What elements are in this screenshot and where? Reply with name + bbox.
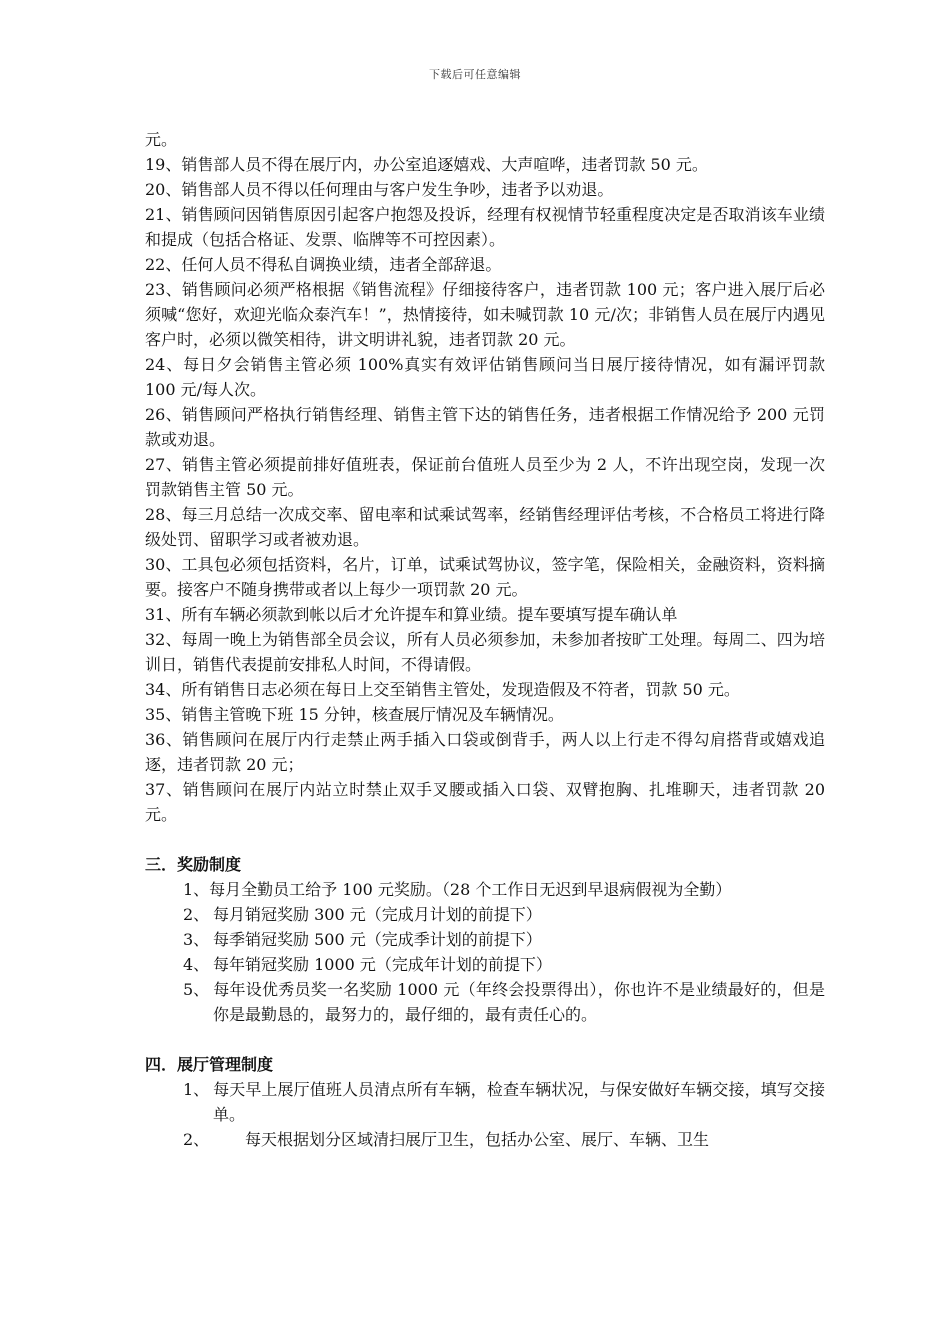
reward-item-text: 每月销冠奖励 300 元（完成月计划的前提下） [213,905,542,924]
reward-item-number: 3、 [183,930,210,949]
rule-paragraph: 24、每日夕会销售主管必须 100%真实有效评估销售顾问当日展厅接待情况，如有漏评罚款 100 元/每人次。 [145,355,825,399]
rule-paragraph: 23、销售顾问必须严格根据《销售流程》仔细接待客户，违者罚款 100 元；客户进入展厅后必须喊“您好，欢迎光临众泰汽车！”，热情接待，如未喊罚款 10 元/次；非销售人员在展厅内遇见客户时，必须以微笑相待，讲文明讲礼貌，违者罚款 20 元。 [145,280,825,349]
rule-paragraph: 31、所有车辆必须款到帐以后才允许提车和算业绩。提车要填写提车确认单 [145,605,678,624]
page-header: 下载后可任意编辑 [429,68,521,81]
rule-paragraph: 32、每周一晚上为销售部全员会议，所有人员必须参加，未参加者按旷工处理。每周二、四为培训日，销售代表提前安排私人时间，不得请假。 [145,630,825,674]
section-title-showroom: 四．展厅管理制度 [145,1055,274,1074]
reward-item-text: 每年设优秀员奖一名奖励 1000 元（年终会投票得出），你也许不是业绩最好的，但是你是最勤恳的，最努力的，最仔细的，最有责任心的。 [213,980,825,1024]
rule-paragraph: 36、销售顾问在展厅内行走禁止两手插入口袋或倒背手，两人以上行走不得勾肩搭背或嬉戏追逐，违者罚款 20 元； [145,730,825,774]
rule-paragraph: 27、销售主管必须提前排好值班表，保证前台值班人员至少为 2 人，不许出现空岗，发现一次罚款销售主管 50 元。 [145,455,825,499]
showroom-rule-text: 每天早上展厅值班人员清点所有车辆，检查车辆状况，与保安做好车辆交接，填写交接单。 [213,1080,825,1124]
rule-paragraph: 35、销售主管晚下班 15 分钟，核查展厅情况及车辆情况。 [145,705,564,724]
reward-item [145,952,825,977]
section-spacer [145,827,825,852]
rule-paragraph: 28、每三月总结一次成交率、留电率和试乘试驾率，经销售经理评估考核，不合格员工将进行降级处罚、留职学习或者被劝退。 [145,505,825,549]
reward-item-number: 2、 [183,905,210,924]
rule-paragraph: 19、销售部人员不得在展厅内，办公室追逐嬉戏、大声喧哗，违者罚款 50 元。 [145,155,708,174]
document-body [145,127,825,1152]
showroom-rule-number: 1、 [183,1080,210,1099]
section-spacer [145,1027,825,1052]
reward-item-text: 每年销冠奖励 1000 元（完成年计划的前提下） [213,955,552,974]
showroom-rule-item [145,1127,825,1152]
showroom-rule-number: 2、 [183,1130,210,1149]
reward-item [145,927,825,952]
reward-item [145,902,825,927]
reward-item: 1、每月全勤员工给予 100 元奖励。（28 个工作日无迟到早退病假视为全勤） [183,880,732,899]
showroom-rule-item [145,1077,825,1127]
rule-paragraph: 元。 [145,130,178,149]
showroom-rule-text: 每天根据划分区域清扫展厅卫生，包括办公室、展厅、车辆、卫生 [245,1130,710,1149]
rule-paragraph: 26、销售顾问严格执行销售经理、销售主管下达的销售任务，违者根据工作情况给予 200 元罚款或劝退。 [145,405,825,449]
reward-item-number: 5、 [183,980,210,999]
rule-paragraph: 37、销售顾问在展厅内站立时禁止双手叉腰或插入口袋、双臂抱胸、扎堆聊天，违者罚款 20 元。 [145,780,825,824]
rule-paragraph: 34、所有销售日志必须在每日上交至销售主管处，发现造假及不符者，罚款 50 元。 [145,680,740,699]
reward-item-text: 每季销冠奖励 500 元（完成季计划的前提下） [213,930,542,949]
reward-item [145,977,825,1027]
rule-paragraph: 20、销售部人员不得以任何理由与客户发生争吵，违者予以劝退。 [145,180,614,199]
rule-paragraph: 22、任何人员不得私自调换业绩，违者全部辞退。 [145,255,502,274]
rule-paragraph: 21、销售顾问因销售原因引起客户抱怨及投诉，经理有权视情节轻重程度决定是否取消该车业绩和提成（包括合格证、发票、临牌等不可控因素）。 [145,205,825,249]
rule-paragraph: 30、工具包必须包括资料，名片，订单，试乘试驾协议，签字笔，保险相关，金融资料，资料摘要。接客户不随身携带或者以上每少一项罚款 20 元。 [145,555,825,599]
section-title-rewards: 三．奖励制度 [145,855,242,874]
reward-item-number: 4、 [183,955,210,974]
